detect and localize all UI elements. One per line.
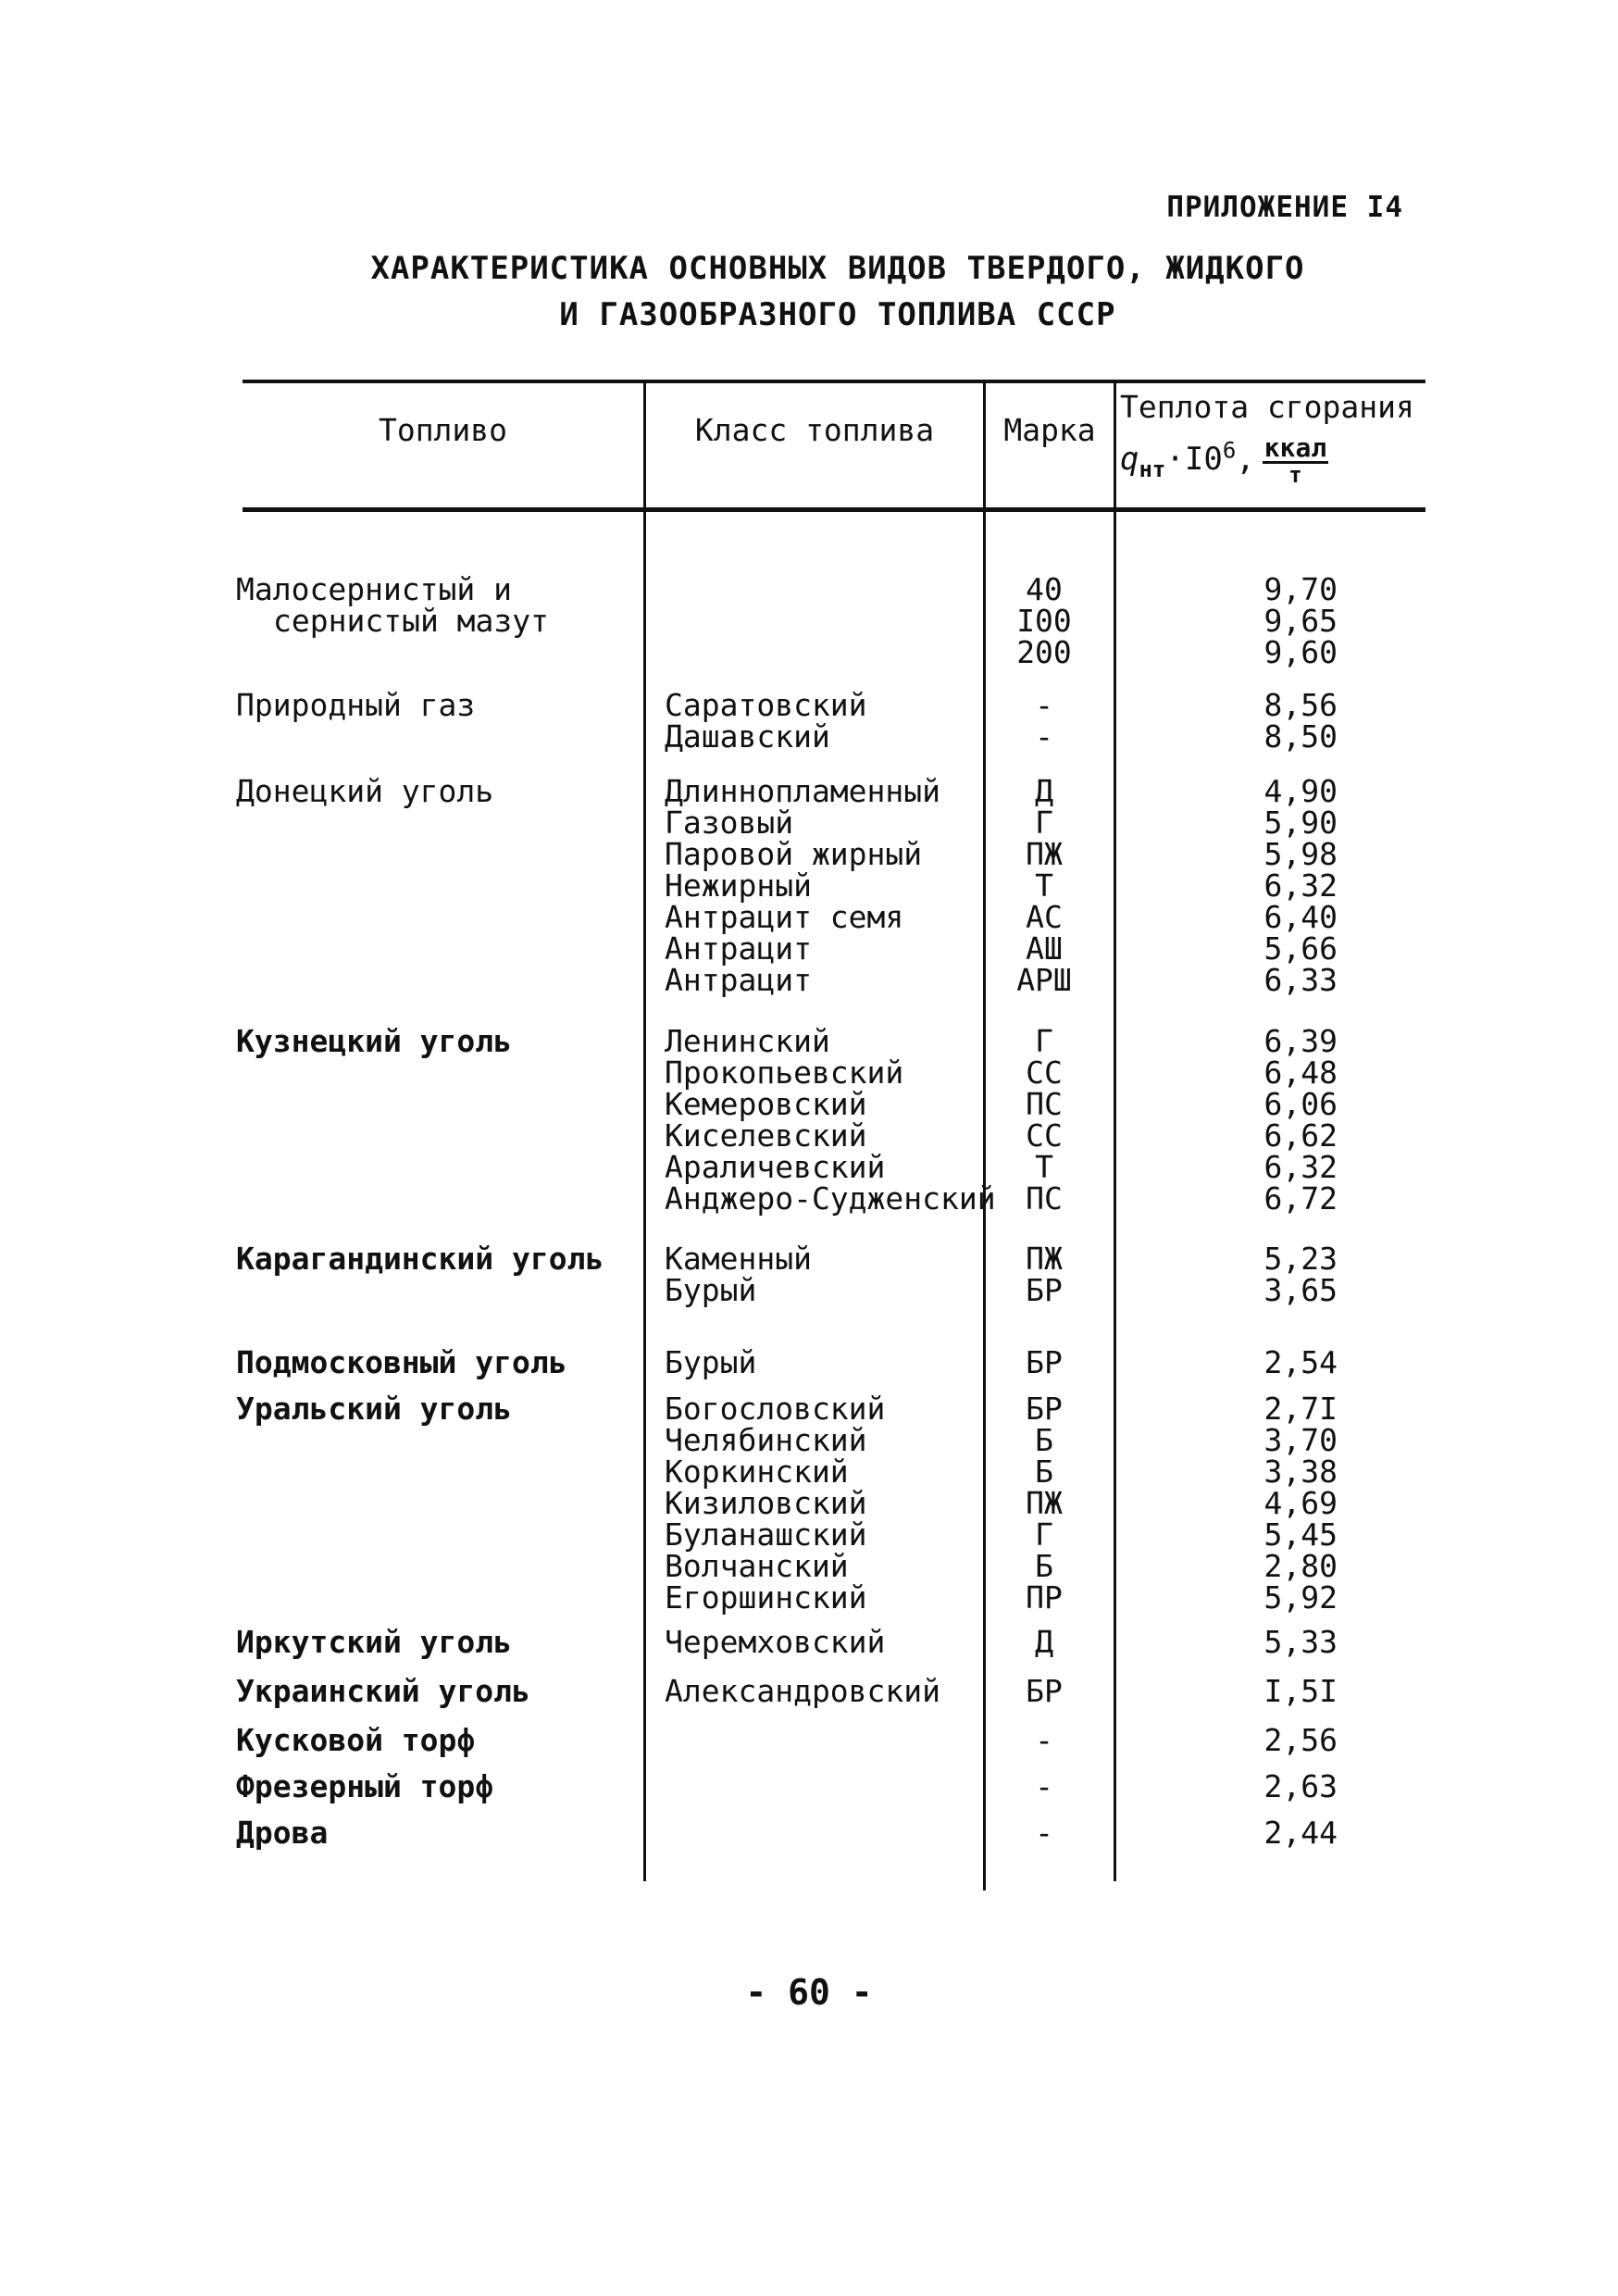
fuel-mark: Д xyxy=(1035,773,1053,809)
fuel-mark: Т xyxy=(1035,867,1053,904)
heat-value: 5,33 xyxy=(1263,1624,1338,1660)
table-header-rule xyxy=(243,507,1425,512)
heat-value: 6,39 xyxy=(1263,1023,1338,1059)
fuel-class: Кемеровский xyxy=(665,1086,867,1122)
fuel-mark: Т xyxy=(1035,1149,1053,1185)
heat-value: 5,92 xyxy=(1263,1579,1338,1616)
heat-value: 2,54 xyxy=(1263,1344,1338,1380)
fuel-mark: ПР xyxy=(1026,1579,1063,1616)
fuel-class: Егоршинский xyxy=(665,1579,867,1616)
fuel-name: Подмосковный уголь xyxy=(236,1344,567,1380)
heat-value: 5,23 xyxy=(1263,1241,1338,1277)
heat-unit-numerator: ккал xyxy=(1263,432,1327,463)
heat-multiplier: ·I0 xyxy=(1165,441,1223,478)
fuel-class: Каменный xyxy=(665,1241,812,1277)
appendix-label: ПРИЛОЖЕНИЕ I4 xyxy=(1166,191,1403,224)
fuel-mark: 40 xyxy=(1026,571,1063,607)
fuel-class: Бурый xyxy=(665,1344,757,1380)
heat-value: 4,90 xyxy=(1263,773,1338,809)
column-divider-2 xyxy=(983,381,986,1890)
fuel-mark: АШ xyxy=(1026,930,1063,967)
fuel-mark: 200 xyxy=(1016,634,1072,670)
heat-value: 6,48 xyxy=(1263,1054,1338,1091)
heat-value: 6,62 xyxy=(1263,1117,1338,1154)
fuel-mark: БР xyxy=(1026,1391,1063,1427)
fuel-class: Нежирный xyxy=(665,867,812,904)
heat-value: 9,65 xyxy=(1263,603,1338,639)
fuel-class: Кизиловский xyxy=(665,1485,867,1521)
fuel-class: Ленинский xyxy=(665,1023,830,1059)
heat-value: 3,65 xyxy=(1263,1272,1338,1308)
heat-value: 6,33 xyxy=(1263,962,1338,998)
fuel-mark: АС xyxy=(1026,899,1063,935)
fuel-mark: АРШ xyxy=(1016,962,1072,998)
document-title-line-2: И ГАЗООБРАЗНОГО ТОПЛИВА СССР xyxy=(559,296,1116,333)
fuel-class: Длиннопламенный xyxy=(665,773,941,809)
fuel-class: Прокопьевский xyxy=(665,1054,904,1091)
fuel-mark: Г xyxy=(1035,805,1053,841)
heat-subscript: нт xyxy=(1139,455,1166,482)
heat-value: 2,80 xyxy=(1263,1548,1338,1584)
column-divider-3 xyxy=(1114,381,1116,1881)
column-header-mark: Марка xyxy=(1003,412,1096,448)
column-divider-1 xyxy=(643,381,646,1881)
heat-value: 5,45 xyxy=(1263,1516,1338,1553)
heat-value: 4,69 xyxy=(1263,1485,1338,1521)
page-number: - 60 - xyxy=(745,1972,873,2013)
heat-value: 3,70 xyxy=(1263,1422,1338,1458)
heat-formula: $q_{нт}\cdot I0^6$, $\frac{\text{ккал}}{т}$ xyxy=(1120,432,1327,488)
table-top-rule xyxy=(243,380,1425,383)
fuel-class: Буланашский xyxy=(665,1516,867,1553)
fuel-mark: ПЖ xyxy=(1026,1241,1063,1277)
heat-value: 5,90 xyxy=(1263,805,1338,841)
fuel-class: Антрацит xyxy=(665,930,812,967)
heat-value: 5,98 xyxy=(1263,836,1338,872)
fuel-mark: - xyxy=(1035,1768,1053,1804)
fuel-class: Дашавский xyxy=(665,718,830,755)
column-header-class: Класс топлива xyxy=(694,412,935,448)
fuel-mark: I00 xyxy=(1016,603,1072,639)
fuel-mark: СС xyxy=(1026,1054,1063,1091)
fuel-name: Малосернистый и xyxy=(236,571,513,607)
heat-value: 5,66 xyxy=(1263,930,1338,967)
fuel-class: Бурый xyxy=(665,1272,757,1308)
fuel-mark: ПС xyxy=(1026,1086,1063,1122)
column-header-fuel: Топливо xyxy=(378,412,508,448)
fuel-mark: ПЖ xyxy=(1026,836,1063,872)
fuel-class: Паровой жирный xyxy=(665,836,923,872)
heat-value: 2,63 xyxy=(1263,1768,1338,1804)
heat-value: 6,06 xyxy=(1263,1086,1338,1122)
fuel-mark: БР xyxy=(1026,1673,1063,1709)
fuel-mark: СС xyxy=(1026,1117,1063,1154)
heat-unit xyxy=(1263,432,1328,488)
heat-value: 9,70 xyxy=(1263,571,1338,607)
fuel-name: сернистый мазут xyxy=(273,603,550,639)
fuel-mark: ПЖ xyxy=(1026,1485,1063,1521)
fuel-class: Газовый xyxy=(665,805,794,841)
fuel-name: Уральский уголь xyxy=(236,1391,513,1427)
fuel-name: Донецкий уголь xyxy=(236,773,494,809)
fuel-name: Кузнецкий уголь xyxy=(236,1023,513,1059)
fuel-name: Фрезерный торф xyxy=(236,1768,494,1804)
heat-value: 2,56 xyxy=(1263,1722,1338,1758)
heat-unit-denominator: т xyxy=(1288,462,1302,488)
fuel-mark: - xyxy=(1035,718,1053,755)
fuel-class: Анджеро-Судженский xyxy=(665,1180,996,1217)
fuel-class: Антрацит xyxy=(665,962,812,998)
fuel-mark: - xyxy=(1035,1815,1053,1851)
heat-value: 3,38 xyxy=(1263,1454,1338,1490)
column-header-heat: Теплота сгорания xyxy=(1120,389,1414,425)
fuel-mark: Б xyxy=(1035,1422,1053,1458)
fuel-class: Коркинский xyxy=(665,1454,849,1490)
heat-value: I,5I xyxy=(1263,1673,1338,1709)
heat-value: 6,32 xyxy=(1263,867,1338,904)
fuel-name: Иркутский уголь xyxy=(236,1624,513,1660)
fuel-mark: Г xyxy=(1035,1023,1053,1059)
fuel-mark: ПС xyxy=(1026,1180,1063,1217)
fuel-class: Антрацит семя xyxy=(665,899,904,935)
fuel-name: Украинский уголь xyxy=(236,1673,530,1709)
fuel-class: Волчанский xyxy=(665,1548,849,1584)
heat-value: 6,72 xyxy=(1263,1180,1338,1217)
heat-value: 8,56 xyxy=(1263,687,1338,723)
fuel-mark: Г xyxy=(1035,1516,1053,1553)
fuel-name: Карагандинский уголь xyxy=(236,1241,604,1277)
fuel-mark: - xyxy=(1035,1722,1053,1758)
fuel-mark: Б xyxy=(1035,1454,1053,1490)
fuel-class: Черемховский xyxy=(665,1624,886,1660)
heat-value: 2,44 xyxy=(1263,1815,1338,1851)
heat-exponent: 6 xyxy=(1222,437,1237,464)
fuel-mark: Б xyxy=(1035,1548,1053,1584)
fuel-name: Природный газ xyxy=(236,687,476,723)
heat-value: 6,32 xyxy=(1263,1149,1338,1185)
fuel-mark: БР xyxy=(1026,1272,1063,1308)
fuel-class: Киселевский xyxy=(665,1117,867,1154)
fuel-class: Челябинский xyxy=(665,1422,867,1458)
heat-symbol: q xyxy=(1120,441,1139,478)
fuel-class: Саратовский xyxy=(665,687,867,723)
fuel-class: Богословский xyxy=(665,1391,886,1427)
fuel-class: Александровский xyxy=(665,1673,941,1709)
document-title-line-1: ХАРАКТЕРИСТИКА ОСНОВНЫХ ВИДОВ ТВЕРДОГО, ЖИДКОГО xyxy=(370,250,1305,287)
fuel-mark: Д xyxy=(1035,1624,1053,1660)
heat-value: 2,7I xyxy=(1263,1391,1338,1427)
heat-value: 9,60 xyxy=(1263,634,1338,670)
fuel-name: Кусковой торф xyxy=(236,1722,476,1758)
heat-value: 8,50 xyxy=(1263,718,1338,755)
fuel-mark: - xyxy=(1035,687,1053,723)
fuel-class: Араличевский xyxy=(665,1149,886,1185)
fuel-name: Дрова xyxy=(236,1815,329,1851)
heat-value: 6,40 xyxy=(1263,899,1338,935)
fuel-mark: БР xyxy=(1026,1344,1063,1380)
